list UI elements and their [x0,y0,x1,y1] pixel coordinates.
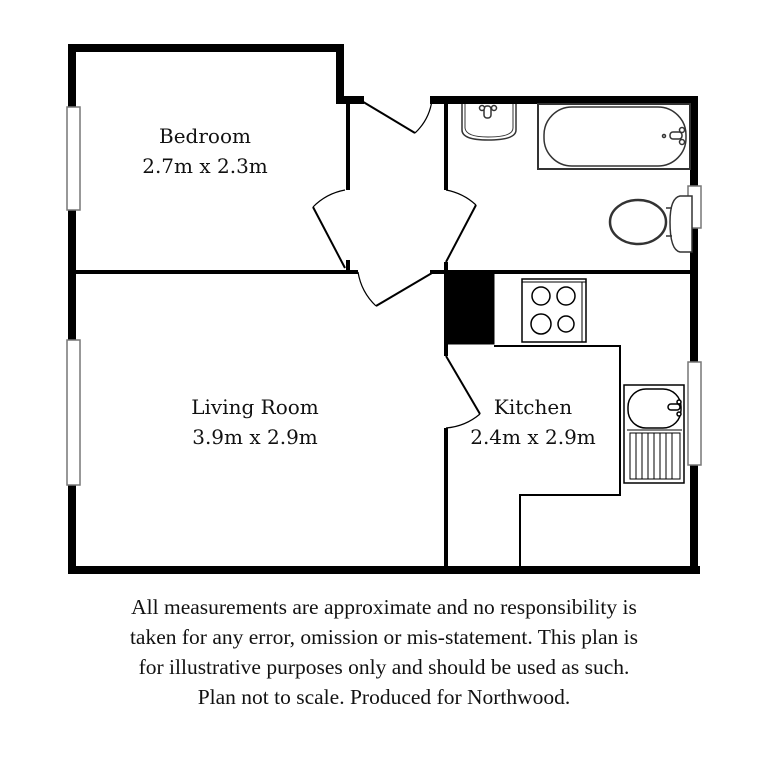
kitchen-name: Kitchen [493,395,573,419]
living-room-name: Living Room [191,395,319,419]
kitchen-counter [494,346,620,568]
kitchen-dimensions: 2.4m x 2.9m [470,425,596,449]
bathroom-fixtures [462,104,692,252]
bedroom-label [95,121,315,181]
living-room-window [67,340,80,485]
disclaimer-line: for illustrative purposes only and should be used as such. [138,655,630,679]
bathroom-door [446,190,476,262]
entrance-door [360,100,432,133]
kitchen-label [448,392,618,452]
kitchen-window [688,362,701,465]
disclaimer-line: All measurements are approximate and no responsibility is [131,595,637,619]
bedroom-name: Bedroom [159,124,251,148]
living-room-label [140,392,370,452]
bedroom-dimensions: 2.7m x 2.3m [142,154,268,178]
basin-icon [462,104,516,140]
living-room-dimensions: 3.9m x 2.9m [192,425,318,449]
bathtub-icon [538,104,690,169]
toilet-icon [610,196,692,252]
disclaimer-line: taken for any error, omission or mis-statement. This plan is [129,625,639,649]
hob-icon [522,279,586,342]
doors [313,100,480,428]
sink-icon [624,385,684,483]
bedroom-door [313,190,345,268]
living-room-door [358,272,432,306]
bedroom-window [67,107,80,210]
disclaimer-text [0,592,768,712]
chimney-breast [448,274,494,344]
disclaimer-line: Plan not to scale. Produced for Northwood. [197,685,571,709]
